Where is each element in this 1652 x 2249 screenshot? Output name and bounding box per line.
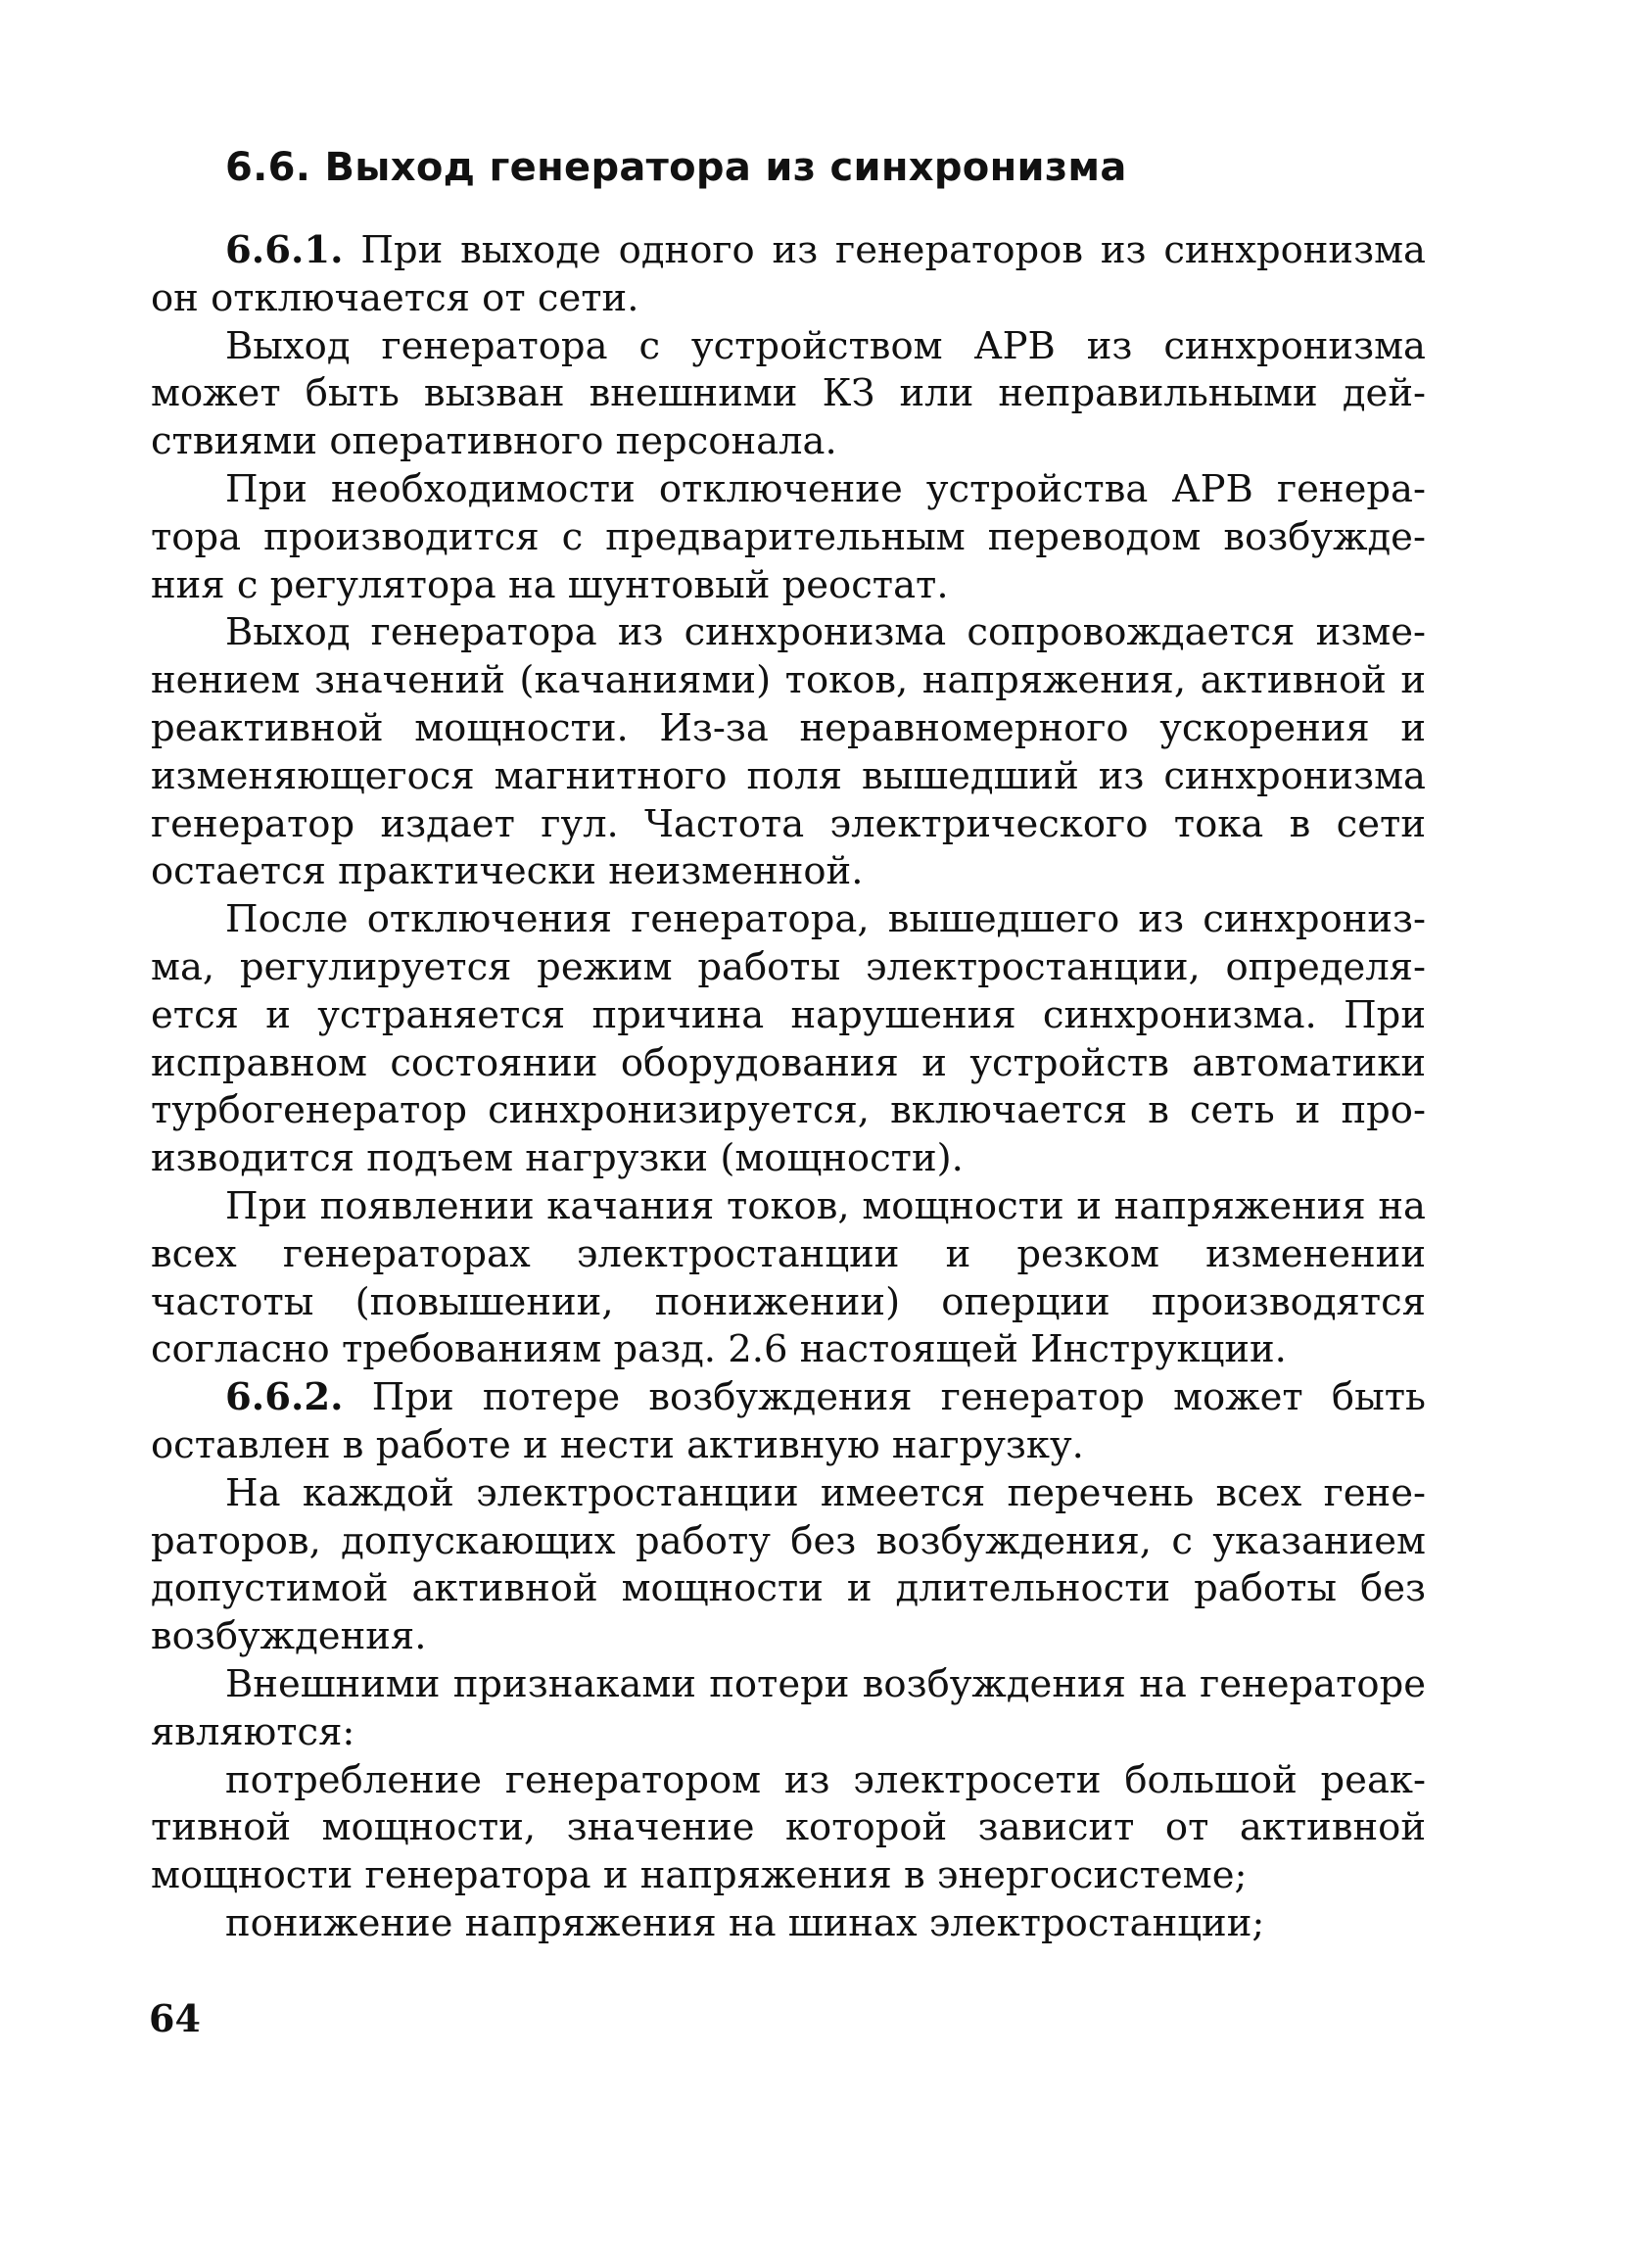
paragraph-text: При потере возбуждения генератор может быть оставлен в работе и нести активную нагрузку.	[151, 1375, 1426, 1467]
page-number: 64	[149, 1996, 201, 2040]
paragraph: Внешними признаками потери возбуждения на генераторе являются:	[151, 1661, 1426, 1754]
section-heading: 6.6. Выход генератора из синхронизма	[225, 145, 1127, 190]
body-text	[151, 227, 1426, 1948]
paragraph: Выход генератора с устройством АРВ из синхронизма может быть вызван внешними КЗ или неправильными действиями оперативного персонала.	[151, 323, 1426, 464]
paragraph: При необходимости отключение устройства АРВ генератора производится с предварительным переводом возбуждения с регулятора на шунтовый реостат.	[151, 466, 1426, 607]
clause-number: 6.6.1.	[225, 228, 344, 272]
clause-number: 6.6.2.	[225, 1375, 344, 1420]
paragraph-text: При выходе одного из генераторов из синхронизма он отключается от сети.	[151, 228, 1426, 320]
paragraph-6-6-1	[151, 227, 1426, 323]
paragraph-6-6-2	[151, 1374, 1426, 1470]
paragraph: При появлении качания токов, мощности и напряжения на всех генераторах электростанции и резком изменении частоты (повышении, понижении) оперции производятся согласно требованиям разд. 2.6 настоящей Инструкции.	[151, 1183, 1426, 1372]
paragraph: После отключения генератора, вышедшего из синхронизма, регулируется режим работы электростанции, определяется и устраняется причина нарушения синхронизма. При исправном состоянии оборудования и устройств автоматики турбогенератор синхронизируется, включается в сеть и производится подъем нагрузки (мощности).	[151, 897, 1426, 1181]
paragraph: Выход генератора из синхронизма сопровождается изменением значений (качаниями) токов, напряжения, активной и реактивной мощности. Из-за неравномерного ускорения и изменяющегося магнитного поля вышедший из синхронизма генератор издает гул. Частота электрического тока в сети остается практически неизменной.	[151, 610, 1426, 894]
list-item-paragraph: потребление генератором из электросети большой реактивной мощности, значение которой зависит от активной мощности генератора и напряжения в энергосистеме;	[151, 1757, 1426, 1898]
list-item-paragraph: понижение напряжения на шинах электростанции;	[225, 1900, 1265, 1945]
paragraph: На каждой электростанции имеется перечень всех генераторов, допускающих работу без возбуждения, с указанием допустимой активной мощности и длительности работы без возбуждения.	[151, 1470, 1426, 1659]
